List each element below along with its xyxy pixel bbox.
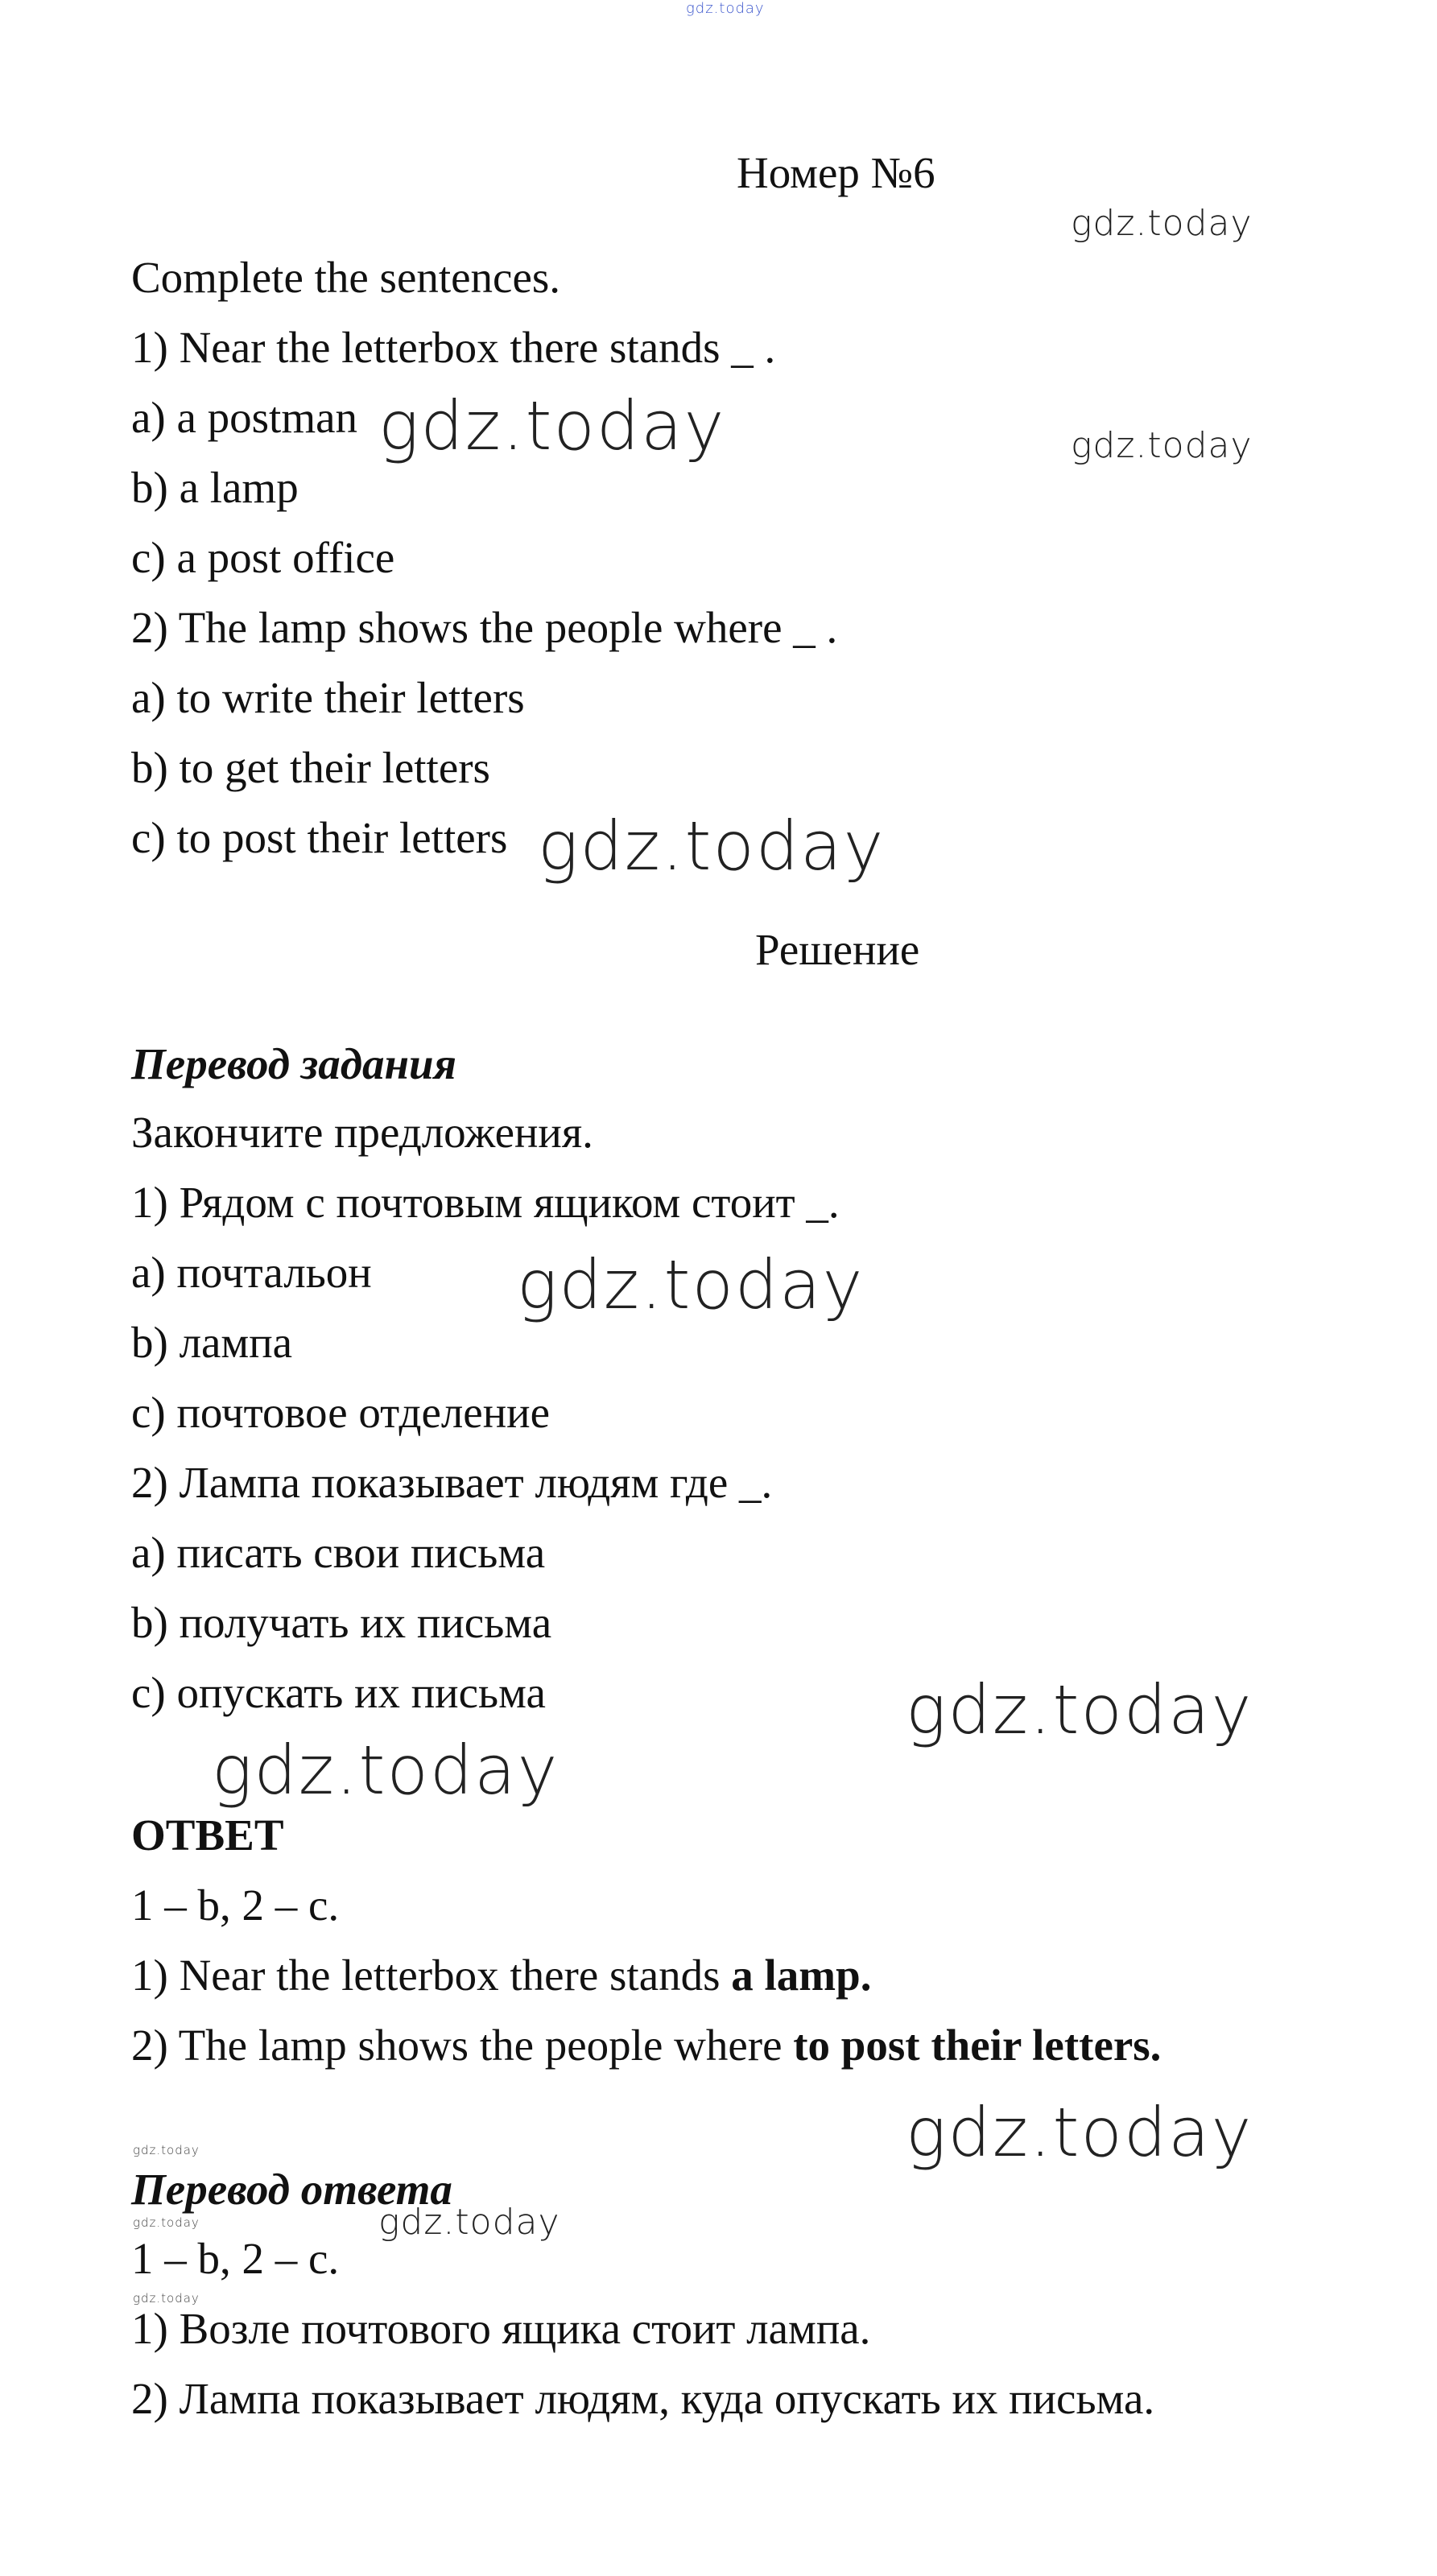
translation-q2-option-a: a) писать свои письма xyxy=(131,1528,546,1577)
solution-title: Решение xyxy=(755,925,920,974)
watermark: gdz.today xyxy=(133,2291,200,2306)
page-title: Номер №6 xyxy=(737,148,935,197)
task-q2-option-b: b) to get their letters xyxy=(131,743,490,792)
task-question-1: 1) Near the letterbox there stands _ . xyxy=(131,323,776,372)
task-q1-option-c: c) a post office xyxy=(131,533,395,582)
answer-sentence-2-answer: to post their letters. xyxy=(793,2021,1162,2070)
translation-question-2: 2) Лампа показывает людям где _. xyxy=(131,1458,773,1507)
answer-sentence-2-text: 2) The lamp shows the people where xyxy=(131,2021,794,2070)
answer-key: 1 – b, 2 – c. xyxy=(131,1880,340,1930)
watermark: gdz.today xyxy=(906,1670,1253,1749)
watermark-top: gdz.today xyxy=(686,0,765,17)
watermark: gdz.today xyxy=(1071,425,1253,466)
answer-translation-key: 1 – b, 2 – c. xyxy=(131,2234,340,2283)
task-q1-option-a: a) a postman xyxy=(131,393,358,442)
watermark: gdz.today xyxy=(378,386,726,465)
task-q2-option-a: a) to write their letters xyxy=(131,673,525,722)
answer-sentence-1-answer: a lamp. xyxy=(731,1951,872,2000)
translation-q2-option-b: b) получать их письма xyxy=(131,1598,552,1647)
task-q2-option-c: c) to post their letters xyxy=(131,813,508,862)
task-question-2: 2) The lamp shows the people where _ . xyxy=(131,603,838,652)
task-instruction: Complete the sentences. xyxy=(131,253,561,302)
watermark: gdz.today xyxy=(133,2143,200,2157)
answer-translation-heading: Перевод ответа xyxy=(131,2165,452,2214)
answer-heading: ОТВЕТ xyxy=(131,1810,284,1860)
answer-sentence-2 xyxy=(131,2017,1161,2074)
watermark: gdz.today xyxy=(906,2093,1253,2172)
translation-heading: Перевод задания xyxy=(131,1039,456,1088)
answer-translation-sentence-1: 1) Возле почтового ящика стоит лампа. xyxy=(131,2304,871,2353)
answer-translation-sentence-2: 2) Лампа показывает людям, куда опускать их письма. xyxy=(131,2374,1155,2423)
watermark: gdz.today xyxy=(212,1731,560,1810)
watermark: gdz.today xyxy=(517,1245,865,1324)
translation-q2-option-c: c) опускать их письма xyxy=(131,1668,546,1717)
translation-q1-option-c: c) почтовое отделение xyxy=(131,1388,551,1437)
translation-question-1: 1) Рядом с почтовым ящиком стоит _. xyxy=(131,1178,840,1227)
translation-q1-option-b: b) лампа xyxy=(131,1318,293,1367)
watermark: gdz.today xyxy=(1071,203,1253,244)
watermark: gdz.today xyxy=(378,2202,560,2243)
watermark: gdz.today xyxy=(538,807,886,886)
watermark: gdz.today xyxy=(133,2215,200,2230)
translation-instruction: Закончите предложения. xyxy=(131,1108,593,1157)
task-q1-option-b: b) a lamp xyxy=(131,463,299,512)
answer-sentence-1 xyxy=(131,1947,871,2004)
translation-q1-option-a: a) почтальон xyxy=(131,1248,372,1297)
answer-sentence-1-text: 1) Near the letterbox there stands xyxy=(131,1951,732,2000)
